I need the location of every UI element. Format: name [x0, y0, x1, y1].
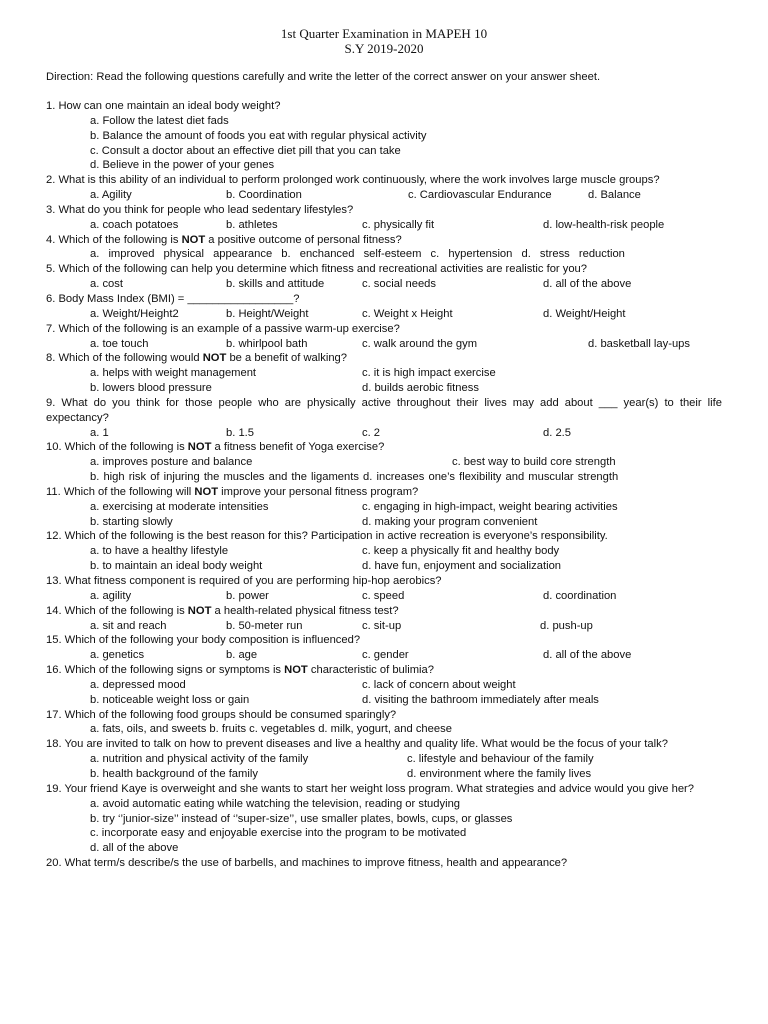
q19-option-a: a. avoid automatic eating while watching the television, reading or studying [90, 797, 461, 810]
question-17: 17. Which of the following food groups should be consumed sparingly? [46, 708, 397, 721]
q18-option-c: c. lifestyle and behaviour of the family [407, 753, 594, 766]
q11-option-c: c. engaging in high-impact, weight bearing activities [362, 500, 618, 513]
q10-options-row1 [46, 455, 722, 470]
question-8: 8. Which of the following would NOT be a benefit of walking? [46, 352, 348, 365]
q8-options-row1 [46, 366, 722, 381]
q14-option-c: c. sit-up [362, 619, 402, 632]
question-4: 4. Which of the following is NOT a positive outcome of personal fitness? [46, 233, 402, 246]
q11-option-b: b. starting slowly [90, 515, 173, 528]
q19-option-d: d. all of the above [90, 842, 179, 855]
q2-option-c: c. Cardiovascular Endurance [408, 189, 552, 202]
q1-option-b: b. Balance the amount of foods you eat with regular physical activity [90, 129, 427, 142]
q16-option-d: d. visiting the bathroom immediately after meals [362, 693, 599, 706]
q17-options: a. fats, oils, and sweets b. fruits c. vegetables d. milk, yogurt, and cheese [90, 723, 452, 736]
q19-option-b: b. try ‘’junior-size’’ instead of ‘’super-size’’, use smaller plates, bowls, cups, or glasses [90, 812, 513, 825]
q15-option-c: c. gender [362, 649, 409, 662]
q15-option-d: d. all of the above [543, 649, 632, 662]
question-5: 5. Which of the following can help you determine which fitness and recreational activities are realistic for you? [46, 263, 588, 276]
q6-option-c: c. Weight x Height [362, 307, 453, 320]
q9-options [46, 426, 722, 441]
question-7: 7. Which of the following is an example of a passive warm-up exercise? [46, 322, 400, 335]
q6-option-a: a. Weight/Height2 [90, 307, 179, 320]
q2-option-d: d. Balance [588, 189, 641, 202]
q3-option-a: a. coach potatoes [90, 218, 179, 231]
q1-option-d: d. Believe in the power of your genes [90, 159, 275, 172]
q15-options [46, 648, 722, 663]
q16-option-b: b. noticeable weight loss or gain [90, 693, 250, 706]
question-19: 19. Your friend Kaye is overweight and she wants to start her weight loss program. What strategies and advice would you give her? [46, 782, 694, 795]
q2-option-b: b. Coordination [226, 189, 302, 202]
q11-options-row1 [46, 500, 722, 515]
q16-option-a: a. depressed mood [90, 678, 186, 691]
q2-option-a: a. Agility [90, 189, 132, 202]
q3-options [46, 218, 722, 233]
q6-option-b: b. Height/Weight [226, 307, 309, 320]
q13-options [46, 589, 722, 604]
q3-option-d: d. low-health-risk people [543, 218, 665, 231]
q5-option-a: a. cost [90, 278, 123, 291]
question-13: 13. What fitness component is required of you are performing hip-hop aerobics? [46, 575, 442, 587]
q7-options [46, 337, 722, 352]
q12-option-c: c. keep a physically fit and healthy body [362, 545, 560, 558]
q6-options [46, 307, 722, 322]
q8-option-b: b. lowers blood pressure [90, 382, 212, 395]
q18-option-d: d. environment where the family lives [407, 767, 592, 780]
q12-option-d: d. have fun, enjoyment and socialization [362, 560, 562, 573]
q1-option-c: c. Consult a doctor about an effective diet pill that you can take [90, 144, 401, 157]
question-20: 20. What term/s describe/s the use of barbells, and machines to improve fitness, health and appearance? [46, 857, 568, 870]
q14-option-d: d. push-up [540, 619, 593, 632]
q3-option-c: c. physically fit [362, 218, 435, 231]
q16-options-row2 [46, 693, 722, 708]
q5-options [46, 277, 722, 292]
q4-options: a. improved physical appearance b. enchanced self-esteem c. hypertension d. stress reduction [90, 248, 625, 261]
q1-option-a: a. Follow the latest diet fads [90, 114, 229, 127]
q10-option-c: c. best way to build core strength [452, 456, 616, 469]
q18-option-b: b. health background of the family [90, 767, 258, 780]
question-10: 10. Which of the following is NOT a fitness benefit of Yoga exercise? [46, 441, 385, 454]
q10-option-a: a. improves posture and balance [90, 456, 253, 469]
q11-options-row2 [46, 515, 722, 530]
q7-option-c: c. walk around the gym [362, 337, 478, 350]
q2-options [46, 188, 722, 203]
directions: Direction: Read the following questions carefully and write the letter of the correct answer on your answer sheet. [46, 71, 601, 83]
question-2: 2. What is this ability of an individual to perform prolonged work continuously, where the work involves large muscle groups? [46, 174, 660, 187]
q13-option-b: b. power [226, 589, 269, 602]
q12-option-a: a. to have a healthy lifestyle [90, 545, 229, 558]
q19-option-c: c. incorporate easy and enjoyable exercise into the program to be motivated [90, 827, 467, 840]
q14-options [46, 619, 722, 634]
q12-options-row1 [46, 544, 722, 559]
q9-option-a: a. 1 [90, 426, 109, 439]
q8-option-d: d. builds aerobic fitness [362, 382, 479, 395]
q14-option-a: a. sit and reach [90, 619, 167, 632]
q3-option-b: b. athletes [226, 218, 278, 231]
q11-option-d: d. making your program convenient [362, 515, 538, 528]
q5-option-d: d. all of the above [543, 278, 632, 291]
school-year: S.Y 2019-2020 [344, 41, 424, 56]
q7-option-a: a. toe touch [90, 337, 149, 350]
q18-options-row1 [46, 752, 722, 767]
q5-option-b: b. skills and attitude [226, 278, 325, 291]
q7-option-b: b. whirlpool bath [226, 337, 308, 350]
question-9: 9. What do you think for those people who are physically active throughout their lives may add about ___ year(s) to their life expectancy? [46, 396, 722, 424]
q5-option-c: c. social needs [362, 278, 437, 291]
q16-options-row1 [46, 678, 722, 693]
q13-option-a: a. agility [90, 589, 132, 602]
q7-option-d: d. basketball lay-ups [588, 337, 690, 350]
q6-option-d: d. Weight/Height [543, 307, 626, 320]
q12-options-row2 [46, 559, 722, 574]
q9-option-c: c. 2 [362, 426, 381, 439]
q8-options-row2 [46, 381, 722, 396]
q9-option-d: d. 2.5 [543, 426, 571, 439]
exam-page [46, 26, 722, 871]
exam-title: 1st Quarter Examination in MAPEH 10 [280, 26, 488, 41]
q18-option-a: a. nutrition and physical activity of the family [90, 753, 309, 766]
question-3: 3. What do you think for people who lead sedentary lifestyles? [46, 203, 354, 216]
q10-options-row2: b. high risk of injuring the muscles and the ligaments d. increases one’s flexibility and muscular strength [90, 471, 619, 484]
question-11: 11. Which of the following will NOT improve your personal fitness program? [46, 485, 419, 498]
q15-option-b: b. age [226, 649, 258, 662]
q13-option-c: c. speed [362, 589, 405, 602]
q9-option-b: b. 1.5 [226, 426, 254, 439]
q16-option-c: c. lack of concern about weight [362, 678, 516, 691]
question-6: 6. Body Mass Index (BMI) = _________________? [46, 292, 300, 305]
q15-option-a: a. genetics [90, 649, 145, 662]
q8-option-c: c. it is high impact exercise [362, 367, 496, 380]
question-1: 1. How can one maintain an ideal body weight? [46, 100, 281, 112]
q11-option-a: a. exercising at moderate intensities [90, 500, 269, 513]
question-16: 16. Which of the following signs or symptoms is NOT characteristic of bulimia? [46, 664, 434, 677]
question-12: 12. Which of the following is the best reason for this? Participation in active recreation is everyone’s responsibility. [46, 530, 608, 543]
question-15: 15. Which of the following your body composition is influenced? [46, 634, 361, 647]
q18-options-row2 [46, 767, 722, 782]
question-18: 18. You are invited to talk on how to prevent diseases and live a healthy and quality life. What would be the focus of your talk? [46, 738, 668, 751]
question-14: 14. Which of the following is NOT a health-related physical fitness test? [46, 604, 399, 617]
q13-option-d: d. coordination [543, 589, 617, 602]
q12-option-b: b. to maintain an ideal body weight [90, 560, 263, 573]
q14-option-b: b. 50-meter run [226, 619, 303, 632]
q8-option-a: a. helps with weight management [90, 367, 257, 380]
